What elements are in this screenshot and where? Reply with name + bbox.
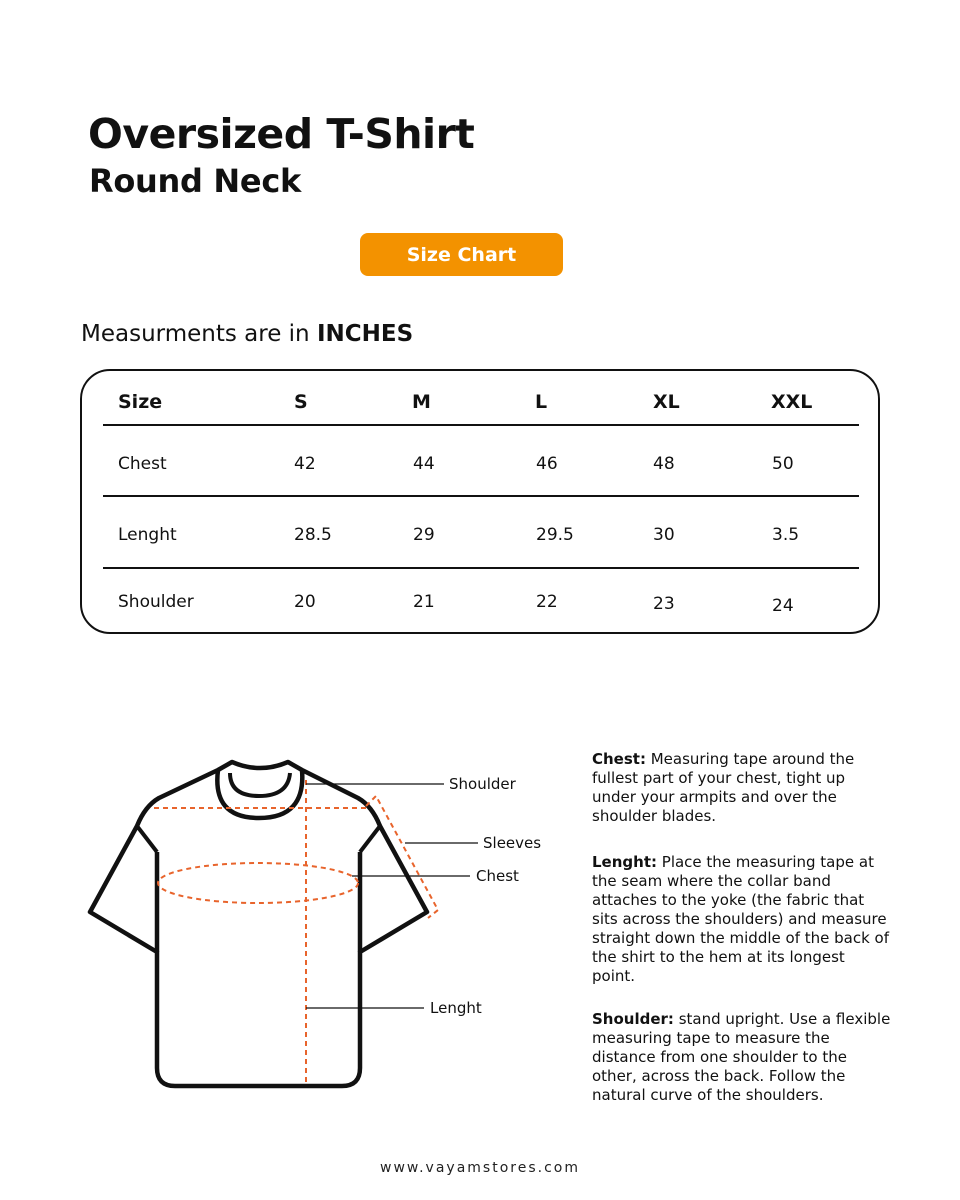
col-header-size: Size — [118, 391, 163, 413]
size-table — [80, 369, 880, 634]
label-shoulder: Shoulder — [449, 775, 516, 793]
tshirt-outline — [90, 762, 427, 1086]
chest-measure-ellipse — [158, 863, 358, 903]
table-cell: 46 — [536, 454, 558, 474]
description-text: Place the measuring tape at the seam where the collar band attaches to the yoke (the fabric that sits across the shoulders) and measure straight down the middle of the back of the shirt to the hem at its longest point. — [592, 853, 889, 985]
collar-inner — [230, 773, 290, 796]
col-header-xl: XL — [653, 391, 680, 413]
table-cell: 29 — [413, 525, 435, 545]
row-label: Shoulder — [118, 592, 194, 612]
table-cell: 50 — [772, 454, 794, 474]
footer-website: www.vayamstores.com — [380, 1160, 580, 1176]
page-title: Oversized T-Shirt — [88, 110, 475, 158]
table-cell: 21 — [413, 592, 435, 612]
row-label: Chest — [118, 454, 167, 474]
table-cell: 23 — [653, 594, 675, 614]
table-cell: 29.5 — [536, 525, 574, 545]
table-cell: 28.5 — [294, 525, 332, 545]
description-term: Shoulder: — [592, 1010, 674, 1028]
label-chest: Chest — [476, 867, 519, 885]
col-header-l: L — [535, 391, 548, 413]
units-prefix: Measurments are in — [81, 321, 317, 347]
description-text: stand upright. Use a flexible measuring tape to measure the distance from one shoulder to the other, across the back. Follow the natural curve of the shoulders. — [592, 1010, 891, 1104]
table-rule — [103, 495, 859, 497]
table-rule — [103, 424, 859, 426]
table-cell: 24 — [772, 596, 794, 616]
table-cell: 48 — [653, 454, 675, 474]
label-length: Lenght — [430, 999, 482, 1017]
units-note — [81, 321, 413, 347]
page-subtitle: Round Neck — [89, 162, 301, 200]
description-term: Lenght: — [592, 853, 657, 871]
armhole-left — [137, 826, 157, 852]
row-label: Lenght — [118, 525, 177, 545]
label-sleeves: Sleeves — [483, 834, 542, 852]
col-header-s: S — [294, 391, 308, 413]
description-shoulder — [592, 1010, 892, 1105]
col-header-m: M — [412, 391, 431, 413]
table-cell: 20 — [294, 592, 316, 612]
table-cell: 22 — [536, 592, 558, 612]
description-chest — [592, 750, 892, 826]
table-cell: 30 — [653, 525, 675, 545]
description-text: Measuring tape around the fullest part of your chest, tight up under your armpits and over the shoulder blades. — [592, 750, 855, 825]
col-header-xxl: XXL — [771, 391, 813, 413]
size-chart-badge: Size Chart — [360, 233, 563, 276]
table-rule — [103, 567, 859, 569]
description-term: Chest: — [592, 750, 646, 768]
armhole-right — [360, 826, 380, 852]
tshirt-diagram — [80, 740, 560, 1110]
table-cell: 3.5 — [772, 525, 800, 545]
units-value: INCHES — [316, 321, 414, 347]
table-cell: 44 — [413, 454, 435, 474]
table-cell: 42 — [294, 454, 316, 474]
description-length — [592, 853, 892, 986]
